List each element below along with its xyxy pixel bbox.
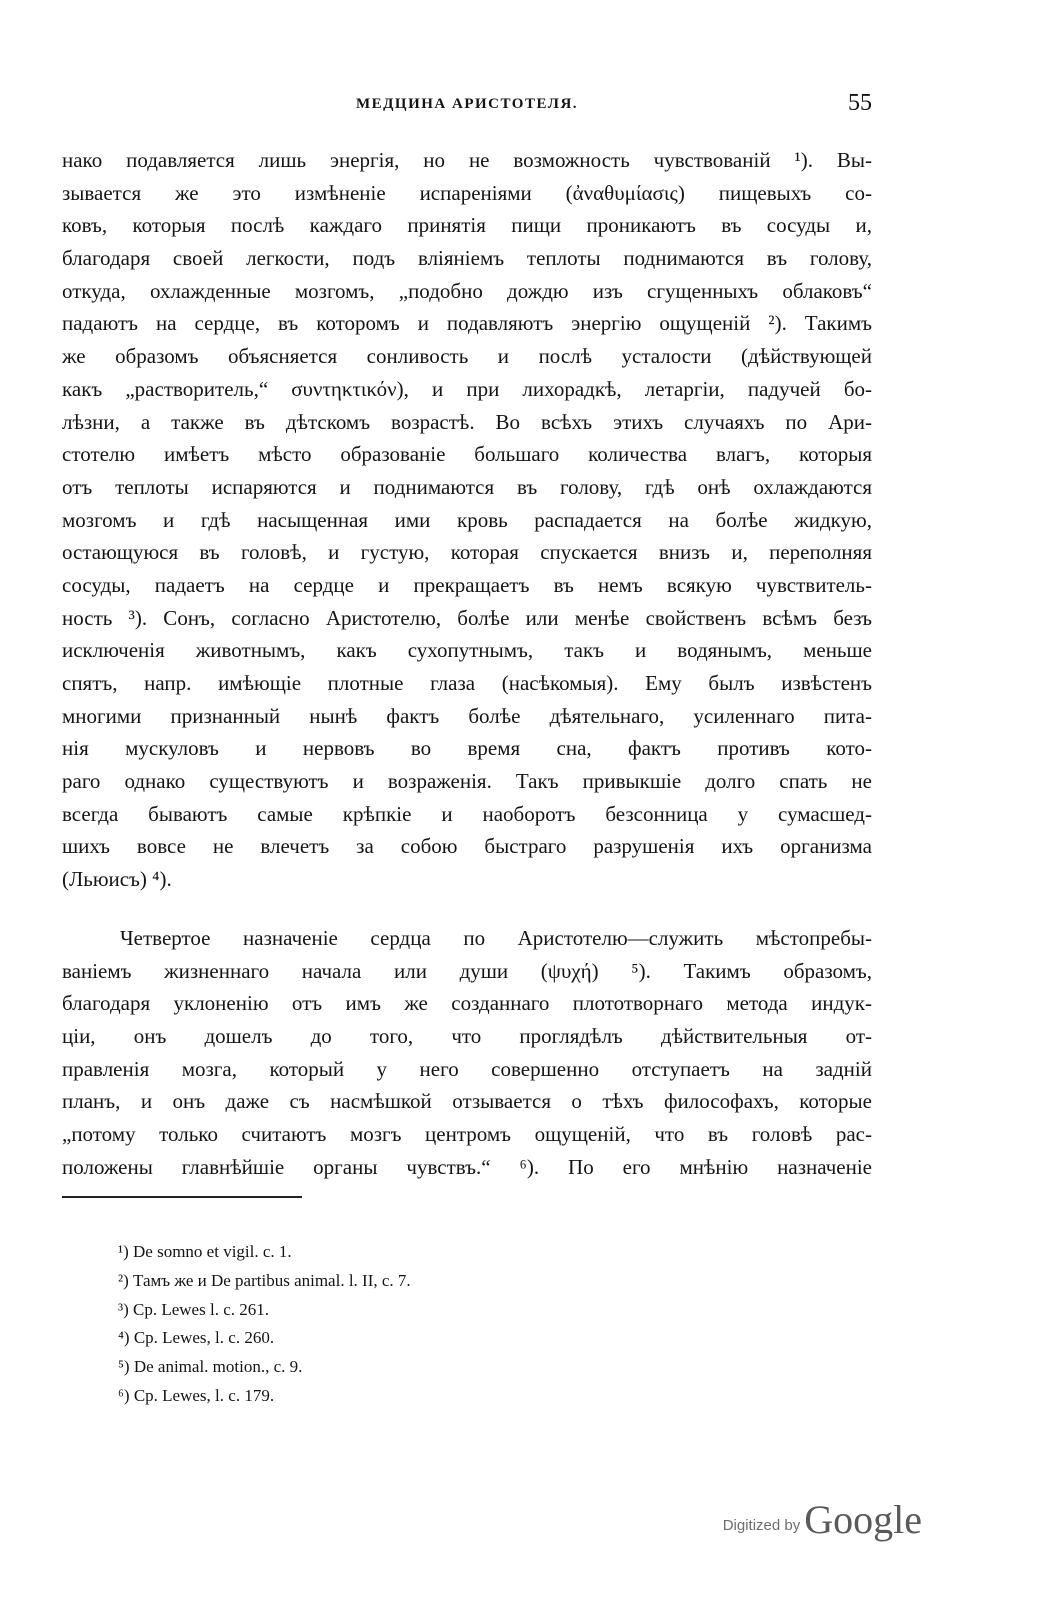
text-line: нія мускуловъ и нервовъ во время сна, фактъ противъ кото- — [62, 736, 872, 761]
text-line: спятъ, напр. имѣющіе плотные глаза (насѣкомыя). Ему былъ извѣстенъ — [62, 671, 872, 695]
footnote-rule — [62, 1196, 302, 1198]
text-line: положены главнѣйшіе органы чувствъ.“ ⁶). По его мнѣнію назначеніе — [62, 1154, 872, 1179]
footnote: ¹) De somno et vigil. c. 1. — [118, 1242, 292, 1261]
text-line: многими признанный нынѣ фактъ болѣе дѣятельнаго, усиленнаго пита- — [62, 703, 872, 728]
text-line: шихъ вовсе не влечетъ за собою быстраго разрушенія ихъ организма — [62, 834, 872, 859]
footnote: ⁵) De animal. motion., c. 9. — [118, 1357, 303, 1377]
text-line: Четвертое назначеніе сердца по Аристотелю—служить мѣстопребы- — [120, 925, 872, 950]
text-line: ность ³). Сонъ, согласно Аристотелю, болѣе или менѣе свойственъ всѣмъ безъ — [62, 605, 872, 630]
digitized-watermark — [723, 1496, 922, 1540]
footnote: ⁶) Cp. Lewes, l. c. 179. — [118, 1385, 275, 1405]
text-line: благодаря уклоненію отъ имъ же созданнаго плототворнаго метода индук- — [62, 991, 872, 1016]
running-head — [62, 90, 872, 120]
text-line: лѣзни, а также въ дѣтскомъ возрастѣ. Во всѣхъ этихъ случаяхъ по Ари- — [62, 409, 872, 434]
text-line: отъ теплоты испаряются и поднимаются въ голову, гдѣ онѣ охлаждаются — [62, 474, 872, 499]
paragraph — [62, 144, 872, 896]
text-line: раго однако существуютъ и возраженія. Такъ привыкшіе долго спать не — [62, 769, 872, 794]
page-number: 55 — [848, 90, 872, 116]
footnote: ³) Cp. Lewes l. c. 261. — [118, 1299, 269, 1319]
text-line: мозгомъ и гдѣ насыщенная ими кровь распадается на болѣе жидкую, — [62, 507, 872, 532]
text-line: сосуды, падаетъ на сердце и прекращаетъ въ немъ всякую чувствитель- — [62, 572, 872, 597]
text-line: нако подавляется лишь энергія, но не возможность чувствованій ¹). Вы- — [62, 148, 872, 172]
body-text — [62, 144, 872, 1183]
text-line: остающуюся въ головѣ, и густую, которая спускается внизъ и, переполняя — [62, 540, 872, 565]
text-line: ваніемъ жизненнаго начала или души (ψυχή) ⁵). Такимъ образомъ, — [62, 958, 872, 983]
paragraph — [62, 922, 872, 1184]
text-line: „потому только считаютъ мозгъ центромъ ощущеній, что въ головѣ рас- — [62, 1121, 872, 1146]
footnote: ²) Тамъ же и De partibus animal. l. II, c. 7. — [118, 1270, 411, 1290]
running-title: МЕДЦИНА АРИСТОТЕЛЯ. — [355, 96, 579, 112]
watermark-prefix: Digitized by — [722, 1517, 801, 1534]
text-line: ціи, онъ дошелъ до того, что проглядѣлъ дѣйствительныя от- — [62, 1023, 872, 1048]
paragraph-gap — [62, 896, 872, 922]
google-logo: Google — [804, 1497, 922, 1542]
text-line: (Льюисъ) ⁴). — [62, 867, 172, 892]
footnotes — [118, 1238, 718, 1411]
text-line: стотелю имѣетъ мѣсто образованіе большаго количества влагъ, которыя — [62, 442, 872, 467]
text-line: правленія мозга, который у него совершенно отступаетъ на задній — [62, 1056, 872, 1081]
text-line: падаютъ на сердце, въ которомъ и подавляютъ энергію ощущеній ²). Такимъ — [62, 311, 872, 336]
text-line: исключенія животнымъ, какъ сухопутнымъ, такъ и водянымъ, меньше — [62, 638, 872, 663]
text-line: благодаря своей легкости, подъ вліяніемъ теплоты поднимаются въ голову, — [62, 246, 872, 271]
text-line: откуда, охлажденные мозгомъ, „подобно дождю изъ сгущенныхъ облаковъ“ — [62, 278, 872, 303]
text-line: зывается же это измѣненіе испареніями (ἀναθυμίασις) пищевыхъ со- — [62, 180, 872, 205]
text-line: какъ „растворитель,“ συντηκτικόν), и при лихорадкѣ, летаргіи, падучей бо- — [62, 376, 872, 401]
text-line: всегда бываютъ самые крѣпкіе и наоборотъ безсонница у сумасшед- — [62, 801, 872, 826]
text-line: планъ, и онъ даже съ насмѣшкой отзывается о тѣхъ философахъ, которые — [62, 1089, 872, 1114]
text-line: ковъ, которыя послѣ каждаго принятія пищи проникаютъ въ сосуды и, — [62, 213, 872, 238]
text-line: же образомъ объясняется сонливость и послѣ усталости (дѣйствующей — [62, 344, 872, 369]
footnote: ⁴) Cp. Lewes, l. c. 260. — [118, 1328, 275, 1348]
